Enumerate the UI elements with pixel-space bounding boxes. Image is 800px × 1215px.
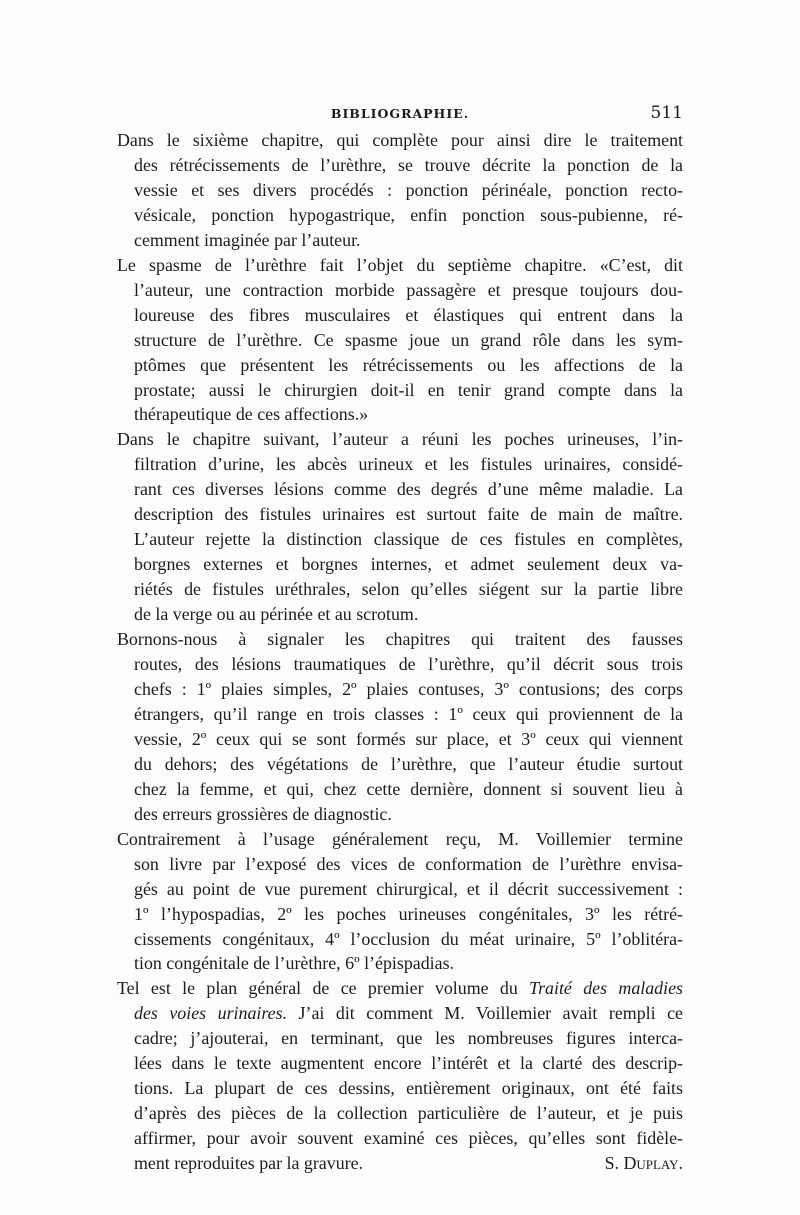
text-line: thérapeutique de ces affections.» (134, 404, 369, 425)
paragraph-2 (117, 253, 683, 428)
text-line: des rétrécissements de l’urèthre, se trouve décrite la ponction de la (134, 154, 683, 175)
text-line: du dehors; des végétations de l’urèthre, que l’auteur étudie surtout (134, 753, 683, 774)
text-line: cissements congénitaux, 4º l’occlusion du méat urinaire, 5º l’oblitéra- (134, 928, 683, 949)
text-line: cemment imaginée par l’auteur. (134, 229, 361, 250)
text-line: loureuse des fibres musculaires et élastiques qui entrent dans la (134, 304, 683, 325)
text-line: rant ces diverses lésions comme des degrés d’une même maladie. La (134, 479, 683, 500)
text-line: lées dans le texte augmentent encore l’intérêt et la clarté des descrip- (134, 1053, 683, 1074)
paragraph-5 (117, 827, 683, 977)
text-line: 1º l’hypospadias, 2º les poches urineuses congénitales, 3º les rétré- (134, 903, 683, 924)
text-line: filtration d’urine, les abcès urineux et les fistules urinaires, considé- (134, 454, 683, 475)
text-line: tions. La plupart de ces dessins, entièrement originaux, ont été faits (134, 1078, 683, 1099)
paragraph-1 (117, 128, 683, 253)
text-line: étrangers, qu’il range en trois classes : 1º ceux qui proviennent de la (134, 703, 683, 724)
text-line: vésicale, ponction hypogastrique, enfin ponction sous-pubienne, ré- (134, 204, 683, 225)
text-line: Contrairement à l’usage généralement reçu, M. Voillemier termine (117, 828, 683, 849)
author-signature: S. Duplay. (604, 1153, 683, 1174)
text-line: vessie et ses divers procédés : ponction périnéale, ponction recto- (134, 179, 683, 200)
text-line: description des fistules urinaires est surtout faite de main de maître. (134, 504, 683, 525)
text-line: ptômes que présentent les rétrécissements ou les affections de la (134, 354, 683, 375)
text-segment: ment reproduites par la gravure. (134, 1153, 364, 1174)
paragraph-6 (117, 976, 683, 1176)
text-line: riétés de fistules uréthrales, selon qu’elles siégent sur la partie libre (134, 579, 683, 600)
text-line: prostate; aussi le chirurgien doit-il en tenir grand compte dans la (134, 379, 683, 400)
text-line: Dans le sixième chapitre, qui complète pour ainsi dire le traitement (117, 130, 683, 150)
text-line: L’auteur rejette la distinction classique de ces fistules en complètes, (134, 529, 683, 550)
page-header (117, 104, 683, 126)
paragraph-4 (117, 627, 683, 827)
text-line: son livre par l’exposé des vices de conformation de l’urèthre envisa- (134, 853, 683, 874)
page-number: 511 (650, 103, 683, 123)
text-segment: J’ai dit comment M. Voillemier avait rempli ce (287, 1003, 683, 1024)
body-text (117, 128, 683, 1176)
text-line: d’après des pièces de la collection particulière de l’auteur, et je puis (134, 1103, 683, 1124)
text-segment: Tel est le plan général de ce premier volume du (117, 978, 530, 999)
text-line: l’auteur, une contraction morbide passagère et presque toujours dou- (134, 279, 683, 300)
text-line (117, 1151, 683, 1176)
text-line: de la verge ou au périnée et au scrotum. (134, 604, 419, 625)
text-line: chefs : 1º plaies simples, 2º plaies contuses, 3º contusions; des corps (134, 678, 683, 699)
text-line: affirmer, pour avoir souvent examiné ces pièces, qu’elles sont fidèle- (134, 1128, 683, 1149)
book-title-continued: des voies urinaires. (134, 1003, 288, 1024)
paragraph-3 (117, 427, 683, 627)
text-line: borgnes externes et borgnes internes, et admet seulement deux va- (134, 554, 683, 575)
text-line: vessie, 2º ceux qui se sont formés sur place, et 3º ceux qui viennent (134, 728, 683, 749)
text-line: tion congénitale de l’urèthre, 6º l’épispadias. (134, 953, 455, 974)
text-line: routes, des lésions traumatiques de l’urèthre, qu’il décrit sous trois (134, 654, 683, 675)
text-line (117, 1001, 683, 1026)
running-title: BIBLIOGRAPHIE. (330, 106, 470, 121)
text-line: Le spasme de l’urèthre fait l’objet du septième chapitre. «C’est, dit (117, 254, 683, 275)
text-line: gés au point de vue purement chirurgical, et il décrit successivement : (134, 878, 683, 899)
text-line: des erreurs grossières de diagnostic. (134, 803, 392, 824)
text-line: Bornons-nous à signaler les chapitres qui traitent des fausses (117, 629, 683, 650)
book-title: Traité des maladies (529, 978, 683, 999)
text-line: cadre; j’ajouterai, en terminant, que les nombreuses figures interca- (134, 1028, 683, 1049)
text-line: Dans le chapitre suivant, l’auteur a réuni les poches urineuses, l’in- (117, 429, 683, 450)
text-line (117, 976, 683, 1001)
text-line: structure de l’urèthre. Ce spasme joue un grand rôle dans les sym- (134, 329, 683, 350)
text-line: chez la femme, et qui, chez cette dernière, donnent si souvent lieu à (134, 778, 683, 799)
